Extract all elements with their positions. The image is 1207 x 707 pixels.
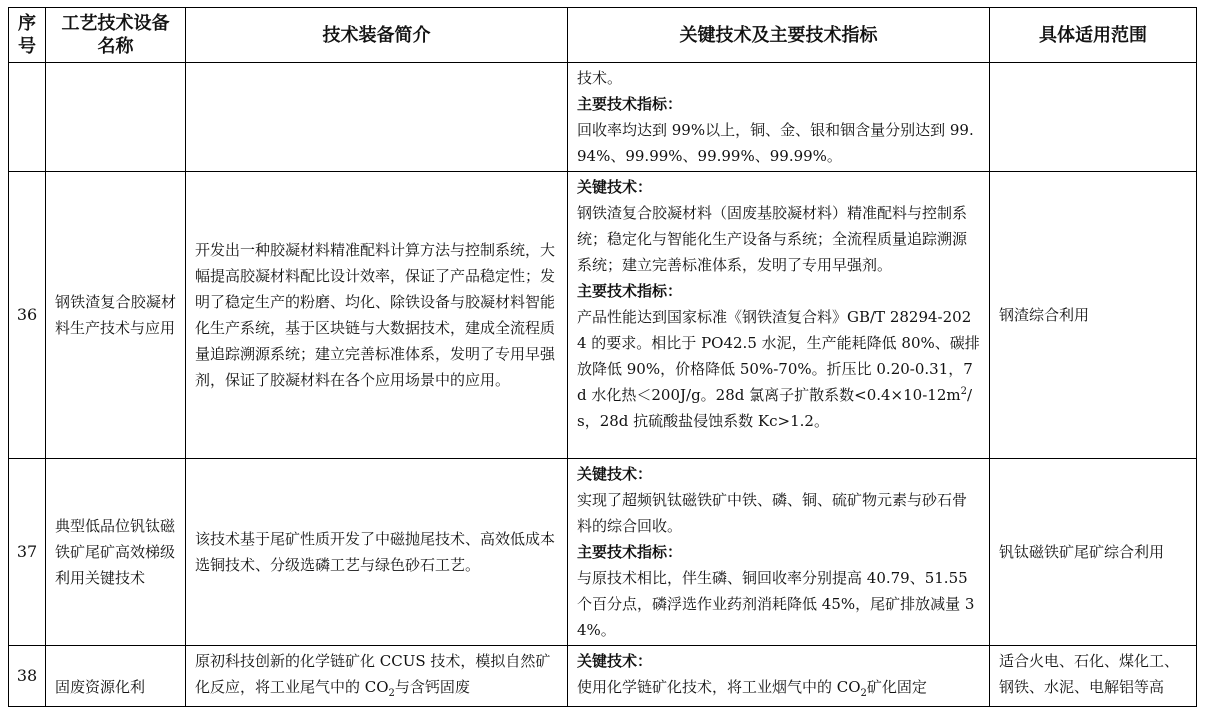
row-key <box>568 63 990 172</box>
row-seq: 37 <box>9 459 46 646</box>
table-row <box>9 63 1197 172</box>
header-scope: 具体适用范围 <box>990 8 1197 63</box>
row-seq <box>9 63 46 172</box>
row-scope: 钒钛磁铁矿尾矿综合利用 <box>990 459 1197 646</box>
key-tech-text: 钢铁渣复合胶凝材料（固废基胶凝材料）精准配料与控制系统；稳定化与智能化生产设备与系统；全流程质量追踪溯源系统；建立完善标准体系，发明了专用早强剂。 <box>577 204 968 274</box>
key-tech-tail: 技术。 <box>577 69 623 87</box>
indicators-label: 主要技术指标： <box>577 282 683 300</box>
key-tech-label: 关键技术： <box>577 652 653 670</box>
header-key: 关键技术及主要技术指标 <box>568 8 990 63</box>
row-key <box>568 459 990 646</box>
key-tech-label: 关键技术： <box>577 178 653 196</box>
key-tech-text: 实现了超频钒钛磁铁矿中铁、磷、铜、硫矿物元素与砂石骨料的综合回收。 <box>577 491 968 535</box>
row-seq: 36 <box>9 172 46 459</box>
header-seq: 序号 <box>9 8 46 63</box>
row-intro <box>186 63 568 172</box>
table-header-row <box>9 8 1197 63</box>
indicators-text: 与原技术相比，伴生磷、铜回收率分别提高 40.79、51.55 个百分点，磷浮选作业药剂消耗降低 45%，尾矿排放减量 34%。 <box>577 569 975 639</box>
row-key <box>568 646 990 707</box>
row-scope <box>990 63 1197 172</box>
table-row <box>9 459 1197 646</box>
indicators-label: 主要技术指标： <box>577 543 683 561</box>
row-key <box>568 172 990 459</box>
table-row <box>9 646 1197 707</box>
row-scope: 适合火电、石化、煤化工、钢铁、水泥、电解铝等高 <box>990 646 1197 707</box>
row-name: 钢铁渣复合胶凝材料生产技术与应用 <box>46 172 186 459</box>
row-name: 典型低品位钒钛磁铁矿尾矿高效梯级利用关键技术 <box>46 459 186 646</box>
header-intro: 技术装备简介 <box>186 8 568 63</box>
table-row <box>9 172 1197 459</box>
header-name: 工艺技术设备名称 <box>46 8 186 63</box>
indicators-text: 产品性能达到国家标准《钢铁渣复合料》GB/T 28294-2024 的要求。相比于 PO42.5 水泥，生产能耗降低 80%、碳排放降低 90%，价格降低 50%-70%。折压比 0.20-0.31，7d 水化热＜200J/g。28d 氯离子扩散系数$<0.4\times 10-12m^2/s$，28d 抗硫酸盐侵蚀系数 Kc>1.2。 <box>577 308 980 430</box>
key-tech-text: 使用化学链矿化技术，将工业烟气中的 $CO_2$矿化固定 <box>577 678 927 699</box>
indicators-label: 主要技术指标： <box>577 95 683 113</box>
row-name <box>46 63 186 172</box>
row-name: 固废资源化利 <box>46 646 186 707</box>
row-intro: 开发出一种胶凝材料精准配料计算方法与控制系统，大幅提高胶凝材料配比设计效率，保证了产品稳定性；发明了稳定生产的粉磨、均化、除铁设备与胶凝材料智能化生产系统，基于区块链与大数据技术，建成全流程质量追踪溯源系统；建立完善标准体系，发明了专用早强剂，保证了胶凝材料在各个应用场景中的应用。 <box>186 172 568 459</box>
row-intro: 原初科技创新的化学链矿化 CCUS 技术，模拟自然矿化反应，将工业尾气中的 $CO_2$与含钙固废 <box>186 646 568 707</box>
row-seq: 38 <box>9 646 46 707</box>
row-scope: 钢渣综合利用 <box>990 172 1197 459</box>
indicators-text: 回收率均达到 99%以上，铜、金、银和铟含量分别达到 99.94%、99.99%、99.99%、99.99%。 <box>577 121 974 165</box>
key-tech-label: 关键技术： <box>577 465 653 483</box>
row-intro: 该技术基于尾矿性质开发了中磁抛尾技术、高效低成本选铜技术、分级选磷工艺与绿色砂石工艺。 <box>186 459 568 646</box>
technology-table <box>8 7 1197 707</box>
